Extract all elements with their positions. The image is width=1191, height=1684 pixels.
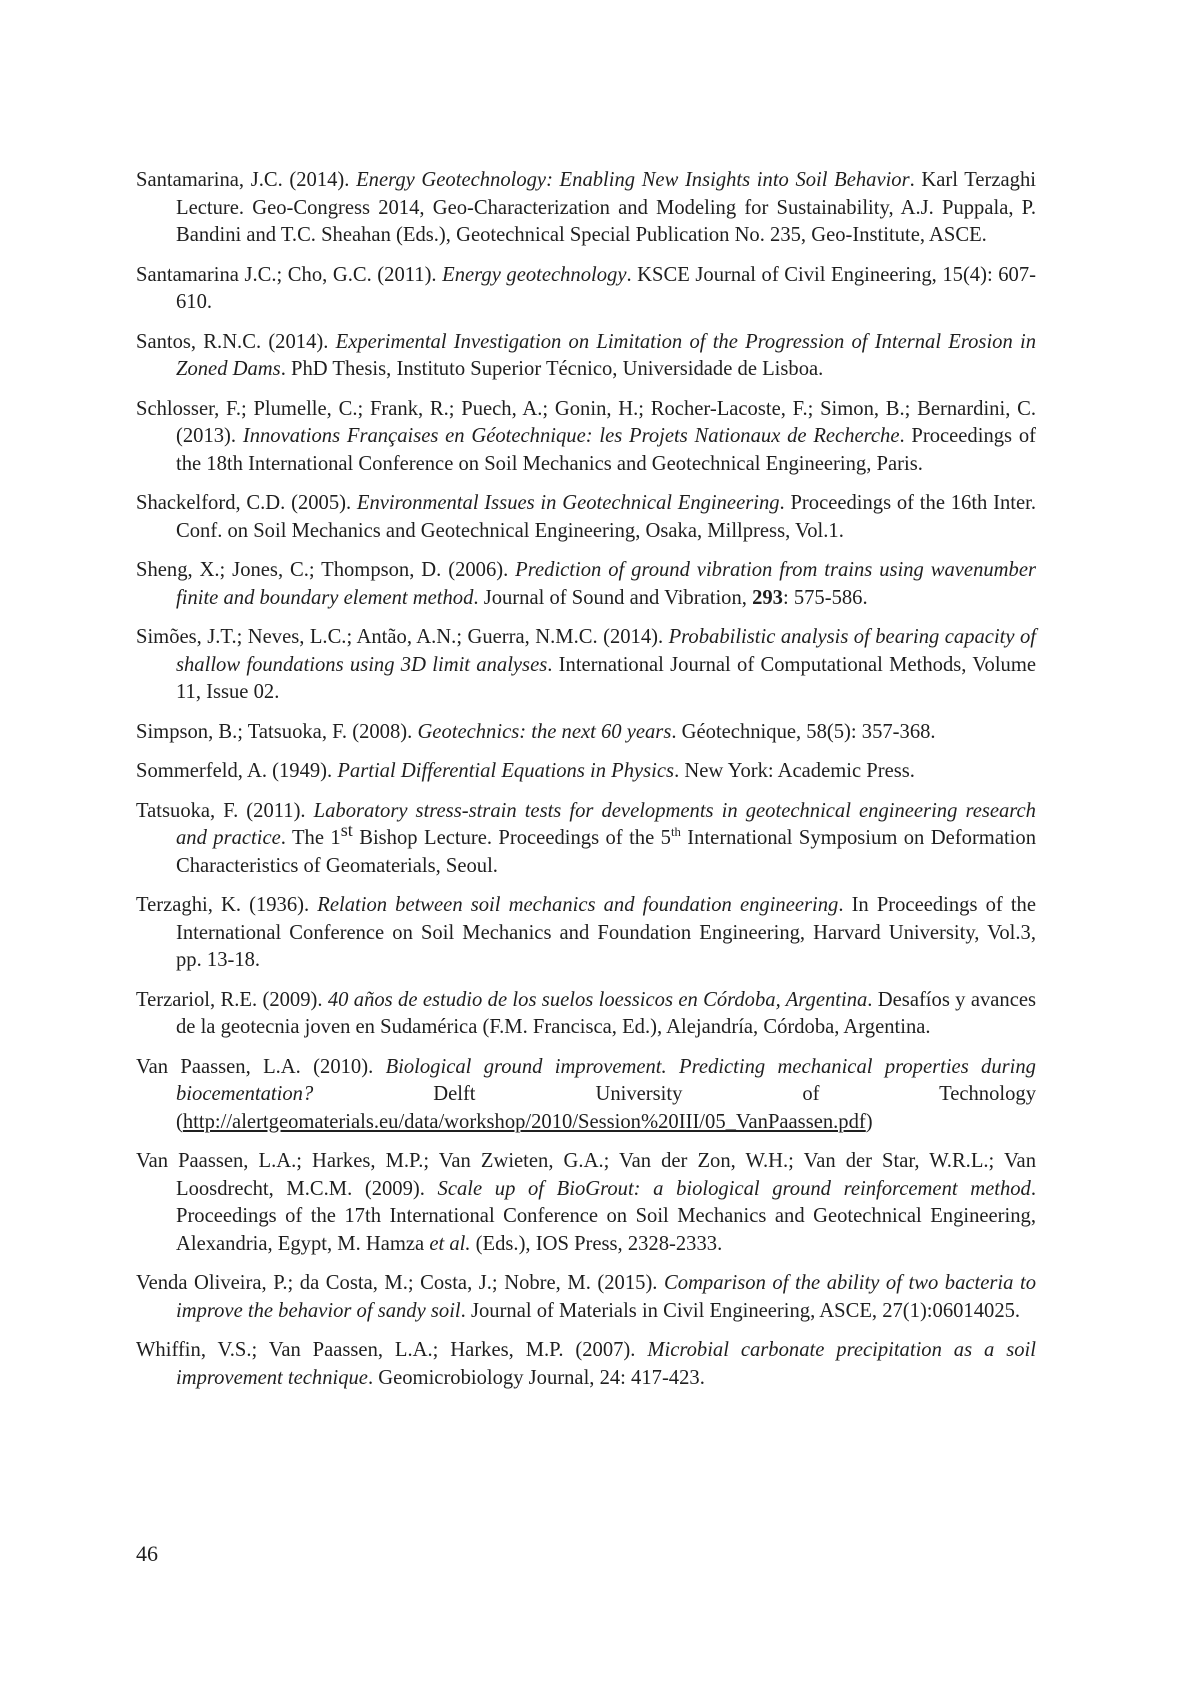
reference-entry [136, 798, 1036, 881]
reference-title: 40 años de estudio de los suelos loessicos en Córdoba, Argentina [327, 988, 868, 1011]
reference-text: International Symposium on Deformation Characteristics of Geomaterials, Seoul. [176, 827, 1036, 877]
reference-text: Simões, J.T.; Neves, L.C.; Antão, A.N.; Guerra, N.M.C. (2014). [136, 626, 669, 648]
reference-text: Terzaghi, K. (1936). [136, 894, 318, 916]
reference-text: Santamarina, J.C. (2014). [136, 169, 357, 191]
reference-text: Van Paassen, L.A. (2010). [136, 1055, 386, 1078]
reference-entry [136, 1148, 1036, 1258]
reference-text: Venda Oliveira, P.; da Costa, M.; Costa, J.; Nobre, M. (2015). [136, 1272, 665, 1294]
reference-entry [136, 719, 1036, 747]
reference-entry [136, 1337, 1036, 1392]
reference-title: et al. [429, 1232, 471, 1255]
reference-text: Simpson, B.; Tatsuoka, F. (2008). [136, 720, 418, 743]
reference-text: . In Proceedings of the International Conference on Soil Mechanics and Foundation Engineering, Harvard University, Vol.3, pp. 13-18. [176, 894, 1036, 971]
reference-text: . Desafíos y avances de la geotecnia joven en Sudamérica (F.M. Francisca, Ed.), Alejandría, Córdoba, Argentina. [176, 988, 1036, 1038]
reference-text: Terzariol, R.E. (2009). [136, 988, 328, 1011]
reference-text: Santos, R.N.C. (2014). [136, 330, 336, 353]
reference-title: Scale up of BioGrout: a biological ground reinforcement method [437, 1177, 1031, 1200]
reference-text: . Journal of Materials in Civil Engineering, ASCE, 27(1):06014025. [460, 1299, 1021, 1322]
reference-text: . International Journal of Computational Methods, Volume 11, Issue 02. [176, 653, 1037, 703]
reference-title: Partial Differential Equations in Physics [337, 760, 675, 782]
reference-entry [136, 167, 1036, 250]
reference-text: . The 1 [280, 827, 341, 849]
reference-text: : 575-586. [782, 586, 868, 609]
reference-text: Sheng, X.; Jones, C.; Thompson, D. (2006). [136, 559, 516, 581]
reference-entry [136, 262, 1036, 317]
reference-title: Relation between soil mechanics and foundation engineering [317, 894, 839, 916]
reference-url: http://alertgeomaterials.eu/data/workshop/2010/Session%20III/05_VanPaassen.pdf [182, 1110, 866, 1133]
reference-title: Geotechnics: the next 60 years [417, 720, 672, 743]
reference-entry [136, 557, 1036, 612]
reference-title: Biological ground improvement. Predicting mechanical properties during biocementation? [176, 1055, 1036, 1105]
reference-text: Tatsuoka, F. (2011). [136, 799, 314, 822]
reference-text: . KSCE Journal of Civil Engineering, 15(4): 607-610. [176, 263, 1036, 313]
page-number: 46 [136, 1541, 158, 1566]
reference-title: Energy Geotechnology: Enabling New Insights into Soil Behavior [356, 169, 910, 191]
reference-entry [136, 490, 1036, 545]
reference-text: . Karl Terzaghi Lecture. Geo-Congress 2014, Geo-Characterization and Modeling for Sustainability, A.J. Puppala, P. Bandini and T.C. Sheahan (Eds.), Geotechnical Special Publication No. 235, Geo-Institute, ASCE. [176, 169, 1036, 246]
reference-text: Schlosser, F.; Plumelle, C.; Frank, R.; Puech, A.; Gonin, H.; Rocher-Lacoste, F.; Simon, B.; Bernardini, C. (2013). [136, 397, 1036, 447]
reference-title: Innovations Françaises en Géotechnique: les Projets Nationaux de Recherche [242, 425, 900, 447]
reference-text: . PhD Thesis, Instituto Superior Técnico, Universidade de Lisboa. [280, 358, 824, 380]
reference-title: Experimental Investigation on Limitation of the Progression of Internal Erosion in Zoned Dams [176, 330, 1037, 380]
reference-text: Sommerfeld, A. (1949). [136, 760, 338, 782]
volume-number: 293 [752, 586, 783, 609]
reference-entry [136, 1054, 1036, 1137]
reference-title: Environmental Issues in Geotechnical Engineering [356, 492, 780, 514]
reference-text: . Géotechnique, 58(5): 357-368. [671, 720, 936, 743]
reference-text: . Proceedings of the 17th International Conference on Soil Mechanics and Geotechnical Engineering, Alexandria, Egypt, M. Hamza [176, 1177, 1037, 1255]
reference-title: Prediction of ground vibration from trains using wavenumber finite and boundary element method [176, 559, 1036, 609]
reference-text: . Geomicrobiology Journal, 24: 417-423. [367, 1366, 705, 1389]
reference-text: Van Paassen, L.A.; Harkes, M.P.; Van Zwieten, G.A.; Van der Zon, W.H.; Van der Star, W.R.L.; Van Loosdrecht, M.C.M. (2009). [136, 1150, 1036, 1200]
reference-text: . Journal of Sound and Vibration, [473, 586, 753, 609]
reference-entry [136, 987, 1036, 1042]
reference-title: Laboratory stress-strain tests for developments in geotechnical engineering research and practice [176, 799, 1036, 849]
reference-entry [136, 396, 1036, 479]
reference-text: Shackelford, C.D. (2005). [136, 492, 357, 514]
reference-text: ) [865, 1110, 873, 1133]
reference-text: Bishop Lecture. Proceedings of the 5 [352, 827, 671, 849]
reference-list [136, 167, 1036, 1404]
reference-text: Whiffin, V.S.; Van Paassen, L.A.; Harkes, M.P. (2007). [136, 1339, 648, 1361]
reference-text: (Eds.), IOS Press, 2328-2333. [470, 1232, 723, 1255]
reference-text: . Proceedings of the 16th Inter. Conf. on Soil Mechanics and Geotechnical Engineering, Osaka, Millpress, Vol.1. [176, 492, 1036, 542]
reference-entry [136, 1270, 1036, 1325]
reference-title: Microbial carbonate precipitation as a soil improvement technique [176, 1339, 1036, 1389]
reference-text: . New York: Academic Press. [674, 760, 915, 782]
reference-title: Probabilistic analysis of bearing capacity of shallow foundations using 3D limit analyses [176, 626, 1036, 676]
ordinal-suffix: st [340, 820, 353, 841]
ordinal-suffix: th [670, 825, 681, 840]
reference-text: Santamarina J.C.; Cho, G.C. (2011). [136, 263, 443, 286]
reference-title: Energy geotechnology [442, 263, 627, 286]
reference-entry [136, 329, 1036, 384]
reference-text: Delft University of Technology ( [176, 1083, 1036, 1133]
reference-entry [136, 758, 1036, 786]
reference-entry [136, 892, 1036, 975]
reference-text: . Proceedings of the 18th International Conference on Soil Mechanics and Geotechnical Engineering, Paris. [176, 425, 1036, 475]
reference-entry [136, 624, 1036, 707]
reference-title: Comparison of the ability of two bacteria to improve the behavior of sandy soil [176, 1272, 1037, 1322]
